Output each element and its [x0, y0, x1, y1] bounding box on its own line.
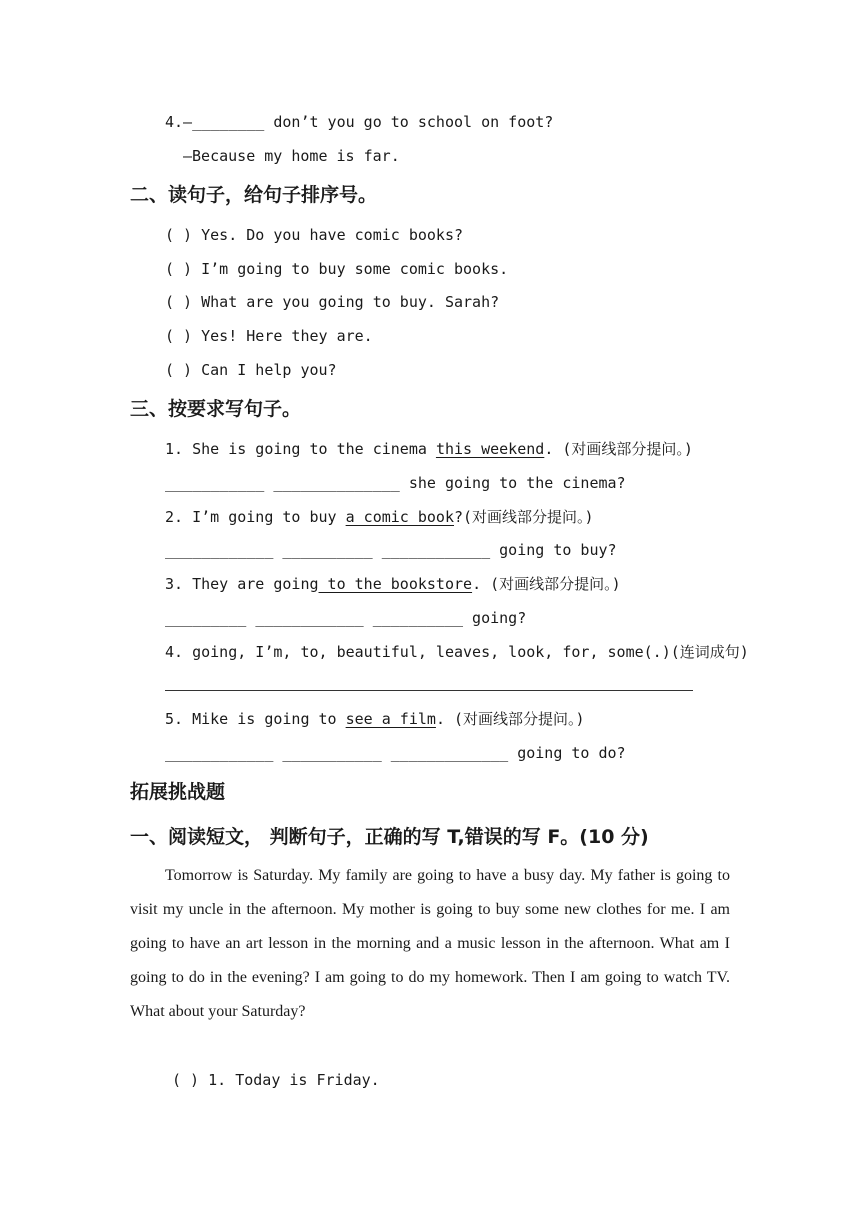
tf-item-1[interactable]: ( ) 1. Today is Friday. — [172, 1071, 380, 1089]
answer-blank[interactable]: _________ — [165, 609, 247, 627]
s3-q1 — [165, 439, 693, 459]
s3-q3-pre: 3. They are going — [165, 575, 319, 593]
answer-blank[interactable]: ____________ — [381, 541, 491, 559]
q4-question: 4.—________ don’t you go to school on foot? — [165, 113, 554, 131]
s3-q2-tail: going to buy? — [490, 541, 617, 559]
reading-passage: Tomorrow is Saturday. My family are going to have a busy day. My father is going to visit my uncle in the afternoon. My mother is going to buy some new clothes for me. I am going to have an art lesson in the morning and a music lesson in the afternoon. What am I going to do in the evening? I am going to do my homework. Then I am going to watch TV. What about your Saturday? — [130, 867, 730, 1020]
answer-blank[interactable]: ___________ — [282, 744, 382, 762]
s3-q5-post: . (对画线部分提问。) — [435, 710, 585, 728]
s3-q5-answer-line[interactable] — [165, 743, 626, 763]
s3-q3-post: . (对画线部分提问。) — [472, 575, 621, 593]
q4-answer: —Because my home is far. — [183, 147, 400, 165]
answer-blank[interactable]: __________ — [372, 609, 464, 627]
order-item-2[interactable]: ( ) I’m going to buy some comic books. — [165, 260, 509, 278]
s3-q3 — [165, 574, 621, 594]
s3-q5 — [165, 709, 585, 729]
answer-blank[interactable]: _____________ — [390, 744, 509, 762]
answer-blank[interactable]: ___________ — [165, 474, 265, 492]
answer-blank[interactable]: ______________ — [273, 474, 400, 492]
s3-q1-tail: she going to the cinema? — [399, 474, 626, 492]
s3-q4: 4. going, I’m, to, beautiful, leaves, look, for, some(.)(连词成句) — [165, 643, 749, 661]
answer-blank[interactable]: ____________ — [165, 541, 274, 559]
s3-q1-post: . (对画线部分提问。) — [544, 440, 693, 458]
s3-q5-underlined: see a film — [345, 710, 436, 728]
s3-q2-pre: 2. I’m going to buy — [165, 508, 346, 526]
answer-blank[interactable]: __________ — [282, 541, 373, 559]
challenge-title: 拓展挑战题 — [130, 781, 226, 803]
s3-q3-answer-line[interactable] — [165, 608, 526, 628]
s3-q1-pre: 1. She is going to the cinema — [165, 440, 436, 458]
answer-blank[interactable]: ____________ — [165, 744, 274, 762]
s3-q2-answer-line[interactable] — [165, 540, 617, 560]
s3-q5-tail: going to do? — [508, 744, 626, 762]
challenge-subtitle: 一、阅读短文， 判断句子，正确的写 T,错误的写 F。(10 分) — [130, 826, 649, 848]
order-item-1[interactable]: ( ) Yes. Do you have comic books? — [165, 226, 464, 244]
s3-q2-underlined: a comic book — [345, 508, 454, 526]
order-item-3[interactable]: ( ) What are you going to buy. Sarah? — [165, 293, 500, 311]
s3-q2 — [165, 507, 594, 527]
s3-q5-pre: 5. Mike is going to — [165, 710, 346, 728]
answer-blank[interactable]: ____________ — [255, 609, 364, 627]
section3-title: 三、按要求写句子。 — [130, 398, 302, 420]
s3-q3-underlined: to the bookstore — [318, 575, 473, 593]
s3-q2-post: ?(对画线部分提问。) — [454, 508, 594, 526]
s3-q1-underlined: this weekend — [435, 440, 545, 458]
order-item-4[interactable]: ( ) Yes! Here they are. — [165, 327, 373, 345]
s3-q4-answer-line[interactable] — [165, 690, 693, 691]
order-item-5[interactable]: ( ) Can I help you? — [165, 361, 337, 379]
s3-q3-tail: going? — [463, 609, 527, 627]
s3-q1-answer-line[interactable] — [165, 473, 626, 493]
section2-title: 二、读句子，给句子排序号。 — [130, 184, 378, 206]
